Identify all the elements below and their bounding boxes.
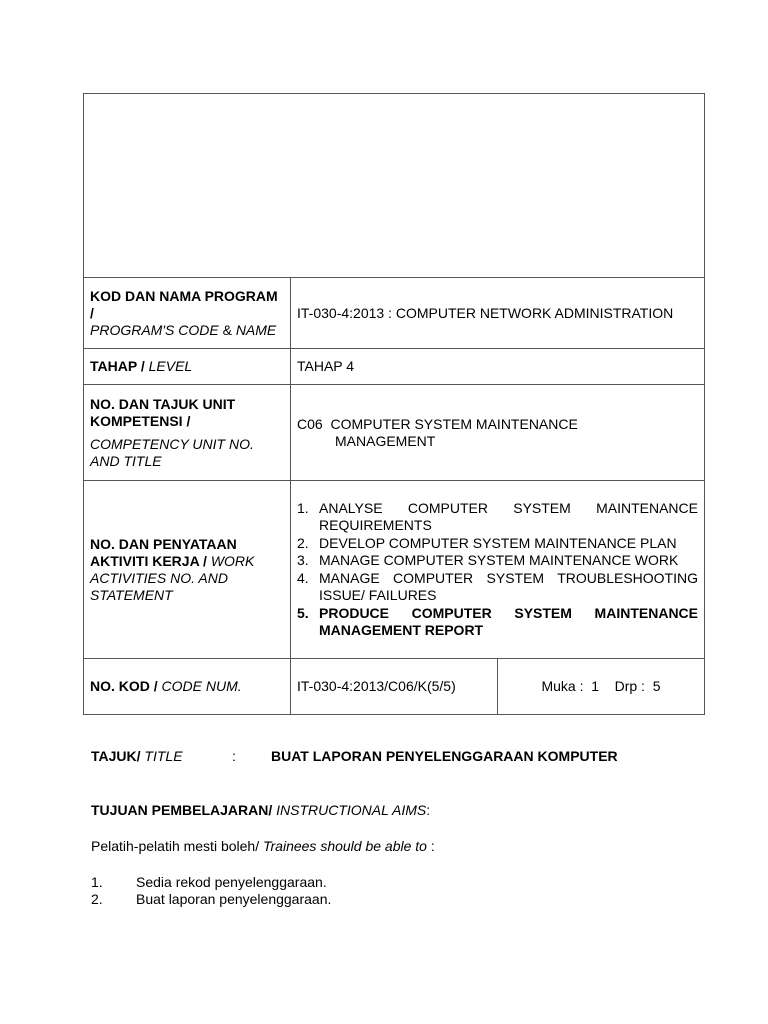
- header-blank-cell: [84, 94, 705, 278]
- program-value: IT-030-4:2013 : COMPUTER NETWORK ADMINISTRATION: [291, 278, 705, 349]
- level-row: [84, 349, 705, 385]
- activity-item: [297, 570, 698, 605]
- program-label: [84, 278, 291, 349]
- unit-value-line2: MANAGEMENT: [335, 432, 436, 449]
- activity-item: [297, 535, 698, 553]
- aims-intro-plain: Pelatih-pelatih mesti boleh/: [91, 838, 263, 854]
- title-label-italic: TITLE: [140, 748, 183, 764]
- unit-value: [291, 385, 705, 481]
- activities-label: [84, 481, 291, 659]
- activity-number: 2.: [297, 534, 309, 551]
- activity-text: MANAGE COMPUTER SYSTEM MAINTENANCE WORK: [319, 552, 679, 568]
- activities-label-italic: WORK ACTIVITIES NO. AND STATEMENT: [90, 552, 255, 603]
- unit-label-italic: COMPETENCY UNIT NO. AND TITLE: [90, 435, 254, 469]
- activities-label-bold: NO. DAN PENYATAAN AKTIVITI KERJA /: [90, 535, 237, 569]
- unit-code: C06: [297, 415, 323, 432]
- unit-label-bold: NO. DAN TAJUK UNIT KOMPETENSI /: [90, 395, 236, 429]
- activity-text: ANALYSE COMPUTER SYSTEM MAINTENANCE REQUIREMENTS: [319, 499, 698, 533]
- program-row: [84, 278, 705, 349]
- header-blank-row: [84, 94, 705, 278]
- level-label-italic: LEVEL: [144, 358, 193, 374]
- program-label-bold: KOD DAN NAMA PROGRAM /: [90, 287, 278, 321]
- aim-number: 1.: [91, 874, 103, 890]
- program-label-italic: PROGRAM'S CODE: [90, 321, 219, 338]
- unit-row: [84, 385, 705, 481]
- activity-number: 4.: [297, 569, 309, 586]
- activities-row: [84, 481, 705, 659]
- program-label-italic2: NAME: [235, 321, 277, 338]
- aim-item: [91, 891, 331, 908]
- aims-heading-italic: INSTRUCTIONAL AIMS: [272, 802, 427, 818]
- level-label-bold: TAHAP /: [90, 358, 145, 374]
- activities-value: [291, 481, 705, 659]
- aims-intro: [91, 838, 435, 855]
- document-title: BUAT LAPORAN PENYELENGGARAAN KOMPUTER: [271, 748, 618, 764]
- activity-text: DEVELOP COMPUTER SYSTEM MAINTENANCE PLAN: [319, 534, 677, 551]
- aims-intro-italic: Trainees should be able to: [263, 838, 427, 854]
- aims-list: [91, 874, 331, 908]
- aim-item: [91, 874, 331, 891]
- activity-number: 3.: [297, 552, 309, 568]
- unit-value-line1: COMPUTER SYSTEM MAINTENANCE: [330, 415, 578, 432]
- activity-number: 5.: [297, 604, 309, 621]
- level-value: TAHAP 4: [291, 349, 705, 385]
- info-table: [83, 93, 705, 715]
- activity-text: PRODUCE COMPUTER SYSTEM MAINTENANCE MANAGEMENT REPORT: [319, 604, 698, 638]
- aims-heading-bold: TUJUAN PEMBELAJARAN/: [91, 802, 273, 818]
- activity-item-current: [297, 605, 698, 640]
- activity-item: [297, 500, 698, 535]
- aim-text: Buat laporan penyelenggaraan.: [136, 891, 332, 907]
- program-label-amp: &: [218, 321, 236, 338]
- activity-item: [297, 552, 698, 570]
- aims-heading: [91, 802, 430, 819]
- code-value: IT-030-4:2013/C06/K(5/5): [291, 659, 498, 715]
- activity-number: 1.: [297, 499, 309, 516]
- title-label-bold: TAJUK/: [91, 748, 141, 764]
- page-number: Muka : 1 Drp : 5: [498, 659, 705, 715]
- aims-heading-colon: :: [426, 802, 431, 818]
- title-line: [91, 748, 183, 765]
- code-label: [84, 659, 291, 715]
- title-colon: :: [232, 748, 236, 764]
- level-label: [84, 349, 291, 385]
- aim-text: Sedia rekod penyelenggaraan.: [136, 874, 327, 890]
- code-row: [84, 659, 705, 715]
- activities-list: [297, 500, 698, 640]
- aims-intro-end: :: [426, 838, 435, 854]
- unit-label: [84, 385, 291, 481]
- code-label-bold: NO. KOD /: [90, 678, 158, 694]
- activity-text: MANAGE COMPUTER SYSTEM TROUBLESHOOTING ISSUE/ FAILURES: [319, 569, 698, 603]
- aim-number: 2.: [91, 891, 103, 907]
- code-label-italic: CODE NUM.: [157, 678, 242, 694]
